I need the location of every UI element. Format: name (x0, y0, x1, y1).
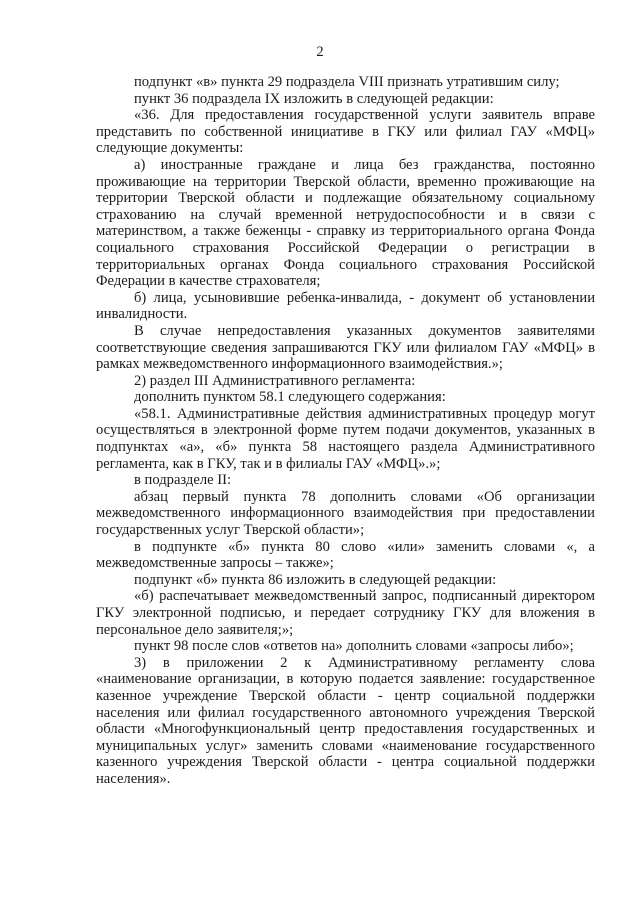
paragraph: подпункт «в» пункта 29 подраздела VIII признать утратившим силу; (134, 74, 560, 90)
paragraph: абзац первый пункта 78 дополнить словами «Об организации межведомственного информационного взаимодействия при предоставлении государственных услуг Тверской области»; (96, 488, 595, 539)
paragraph: в подпункте «б» пункта 80 слово «или» заменить словами «, а межведомственные запросы – также»; (96, 538, 595, 572)
paragraph: а) иностранные граждане и лица без гражданства, постоянно проживающие на территории Тверской области, временно проживающие на территории Тверской области и подлежащие обязательному социальному страхованию на случай временной нетрудоспособности и в связи с материнством, а также беженцы - справку из территориального органа Фонда социального страхования Российской Федерации о регистрации в территориальных органах Фонда социального страхования Российской Федерации в качестве страхователя; (96, 156, 595, 290)
paragraph: «58.1. Административные действия административных процедур могут осуществляться в электронной форме путем подачи документов, указанных в подпунктах «а», «б» пункта 58 настоящего раздела Административного регламента, как в ГКУ, так и в филиалы ГАУ «МФЦ».»; (96, 405, 595, 472)
paragraph: подпункт «б» пункта 86 изложить в следующей редакции: (134, 571, 497, 588)
document-body (96, 74, 595, 788)
paragraph: б) лица, усыновившие ребенка-инвалида, - документ об установлении инвалидности. (96, 289, 595, 323)
paragraph: в подразделе II: (134, 472, 232, 489)
paragraph: «б) распечатывает межведомственный запрос, подписанный директором ГКУ электронной подписью, и передает сотруднику ГКУ для вложения в персональное дело заявителя;»; (96, 588, 595, 638)
paragraph: дополнить пунктом 58.1 следующего содержания: (134, 389, 446, 406)
paragraph: «36. Для предоставления государственной услуги заявитель вправе представить по собственной инициативе в ГКУ или филиал ГАУ «МФЦ» следующие документы: (96, 107, 595, 157)
paragraph: В случае непредоставления указанных документов заявителями соответствующие сведения запрашиваются ГКУ или филиалом ГАУ «МФЦ» в рамках межведомственного информационного взаимодействия.»; (96, 322, 595, 373)
page-number: 2 (316, 44, 324, 60)
paragraph: 2) раздел III Административного регламента: (134, 372, 416, 389)
paragraph: пункт 98 после слов «ответов на» дополнить словами «запросы либо»; (134, 638, 574, 655)
paragraph: пункт 36 подраздела IX изложить в следующей редакции: (134, 90, 494, 107)
paragraph: 3) в приложении 2 к Административному регламенту слова «наименование организации, в которую подается заявление: государственное казенное учреждение Тверской области - центр социальной поддержки населения или филиал государственного автономного учреждения Тверской области «Многофункциональный центр предоставления государственных и муниципальных услуг» заменить словами «наименование государственного казенного учреждения Тверской области - центра социальной поддержки населения». (96, 654, 595, 787)
